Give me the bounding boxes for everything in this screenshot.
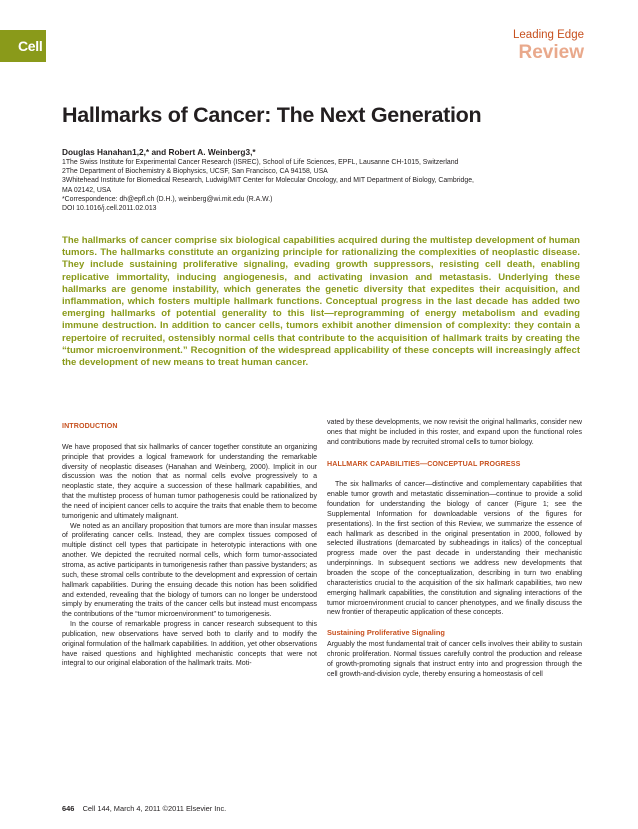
section-heading-introduction: INTRODUCTION — [62, 422, 118, 430]
abstract: The hallmarks of cancer comprise six biological capabilities acquired during the multistep development of human tumors. The hallmarks constitute an organizing principle for rationalizing the complexities of neoplastic disease. They include sustaining proliferative signaling, evading growth suppressors, resisting cell death, enabling replicative immortality, inducing angiogenesis, and activating invasion and metastasis. Underlying these hallmarks are genome instability, which generates the genetic diversity that expedites their acquisition, and inflammation, which fosters multiple hallmark functions. Conceptual progress in the last decade has added two emerging hallmarks of potential generality to this list—reprogramming of energy metabolism and evading immune destruction. In addition to cancer cells, tumors exhibit another dimension of complexity: they contain a repertoire of recruited, ostensibly normal cells that contribute to the acquisition of hallmark traits by creating the “tumor microenvironment.” Recognition of the widespread applicability of these concepts will increasingly affect the development of new means to treat human cancer. — [62, 235, 580, 369]
affiliation-line: MA 02142, USA — [62, 186, 112, 194]
body-paragraph: We have proposed that six hallmarks of cancer together constitute an organizing principle that provides a logical framework for understanding the remarkable diversity of neoplastic diseases (Hanahan and Weinberg, 2000). Implicit in our discussion was the notion that as normal cells evolve progressively to a neoplastic state, they acquire a succession of these hallmark capabilities, and that the multistep process of human tumor pathogenesis could be rationalized by the need of incipient cancer cells to acquire the traits that enable them to become tumorigenic and ultimately malignant. — [62, 443, 317, 520]
section-heading-hallmark-capabilities: HALLMARK CAPABILITIES—CONCEPTUAL PROGRESS — [327, 459, 521, 468]
affiliation-line: 2The Department of Biochemistry & Biophysics, UCSF, San Francisco, CA 94158, USA — [62, 168, 328, 176]
article-type: Review — [518, 42, 584, 63]
subheading-proliferative-signaling: Sustaining Proliferative Signaling — [327, 628, 445, 638]
journal-citation: Cell 144, March 4, 2011 ©2011 Elsevier Inc. — [82, 804, 227, 813]
body-paragraph: We noted as an ancillary proposition that tumors are more than insular masses of proliferating cancer cells. Instead, they are complex tissues composed of multiple distinct cell types that participate in heterotypic interactions with one another. We depicted the recruited normal cells, which form tumor-associated stroma, as active participants in tumorigenesis rather than passive bystanders; as such, these stromal cells contribute to the development and expression of certain hallmark capabilities. During the ensuing decade this notion has been solidified and extended, revealing that the biology of tumors can no longer be understood simply by enumerating the traits of the cancer cells but instead must encompass the contributions of the “tumor microenvironment” to tumorigenesis. — [62, 522, 317, 619]
body-paragraph: In the course of remarkable progress in cancer research subsequent to this publication, new observations have served both to clarify and to modify the original formulation of the hallmark capabilities. In addition, yet other observations have raised questions and highlighted mechanistic concepts that were not integral to our original elaboration of the hallmark traits. Moti- — [62, 621, 317, 668]
body-paragraph: Arguably the most fundamental trait of cancer cells involves their ability to sustain chronic proliferation. Normal tissues carefully control the production and release of growth-promoting signals that instruct entry into and progression through the cell growth-and-division cycle, thereby ensuring a homeostasis of cell — [327, 641, 582, 678]
page-number: 646 — [62, 804, 75, 813]
right-column — [327, 418, 582, 679]
left-column — [62, 418, 317, 669]
affiliations — [62, 158, 587, 213]
doi: DOI 10.1016/j.cell.2011.02.013 — [62, 205, 157, 213]
author-list: Douglas Hanahan1,2,* and Robert A. Weinberg3,* — [62, 147, 256, 157]
journal-logo: Cell — [0, 30, 46, 62]
page-footer — [62, 804, 226, 813]
section-tag — [513, 29, 584, 64]
body-paragraph: vated by these developments, we now revisit the original hallmarks, consider new ones that might be included in this roster, and expand upon the functional roles and contributions made by recruited stromal cells to tumor biology. — [327, 419, 582, 446]
section-label: Leading Edge — [513, 29, 584, 41]
correspondence: *Correspondence: dh@epfl.ch (D.H.), weinberg@wi.mit.edu (R.A.W.) — [62, 195, 273, 203]
affiliation-line: 1The Swiss Institute for Experimental Cancer Research (ISREC), School of Life Sciences, EPFL, Lausanne CH-1015, Switzerland — [62, 159, 459, 166]
affiliation-line: 3Whitehead Institute for Biomedical Research, Ludwig/MIT Center for Molecular Oncology, and MIT Department of Biology, Cambridge, — [62, 177, 474, 185]
body-paragraph: The six hallmarks of cancer—distinctive and complementary capabilities that enable tumor growth and metastatic dissemination—continue to provide a solid foundation for understanding the biology of cancer (Figure 1; see the Supplemental Information for downloadable versions of the figures for presentations). In the first section of this Review, we summarize the essence of each hallmark as described in the original presentation in 2000, followed by selected illustrations (demarcated by subheadings in italics) of the conceptual progress made over the past decade in understanding their mechanistic underpinnings. In subsequent sections we address new developments that broaden the scope of the conceptualization, describing in turn two enabling characteristics crucial to the acquisition of the six hallmark capabilities, two new emerging hallmark capabilities, the constitution and signaling interactions of the tumor microenvironment crucial to cancer phenotypes, and we finally discuss the new frontier of therapeutic application of these concepts. — [327, 481, 582, 617]
article-title: Hallmarks of Cancer: The Next Generation — [62, 103, 482, 127]
